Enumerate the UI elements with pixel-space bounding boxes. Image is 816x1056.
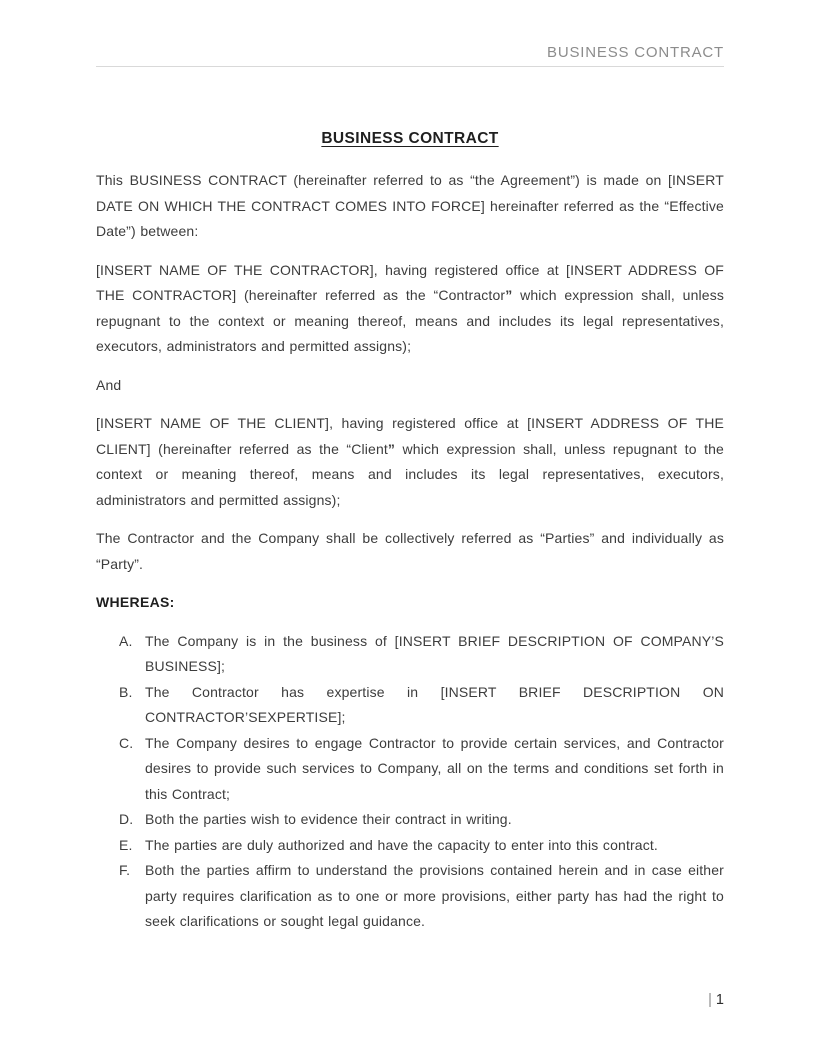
recitals-list <box>96 629 724 935</box>
paragraph-contractor <box>96 258 724 360</box>
recital-item-e: The parties are duly authorized and have the capacity to enter into this contract. <box>145 836 658 853</box>
whereas-heading: WHEREAS: <box>96 594 175 610</box>
footer-page-number: 1 <box>715 992 724 1008</box>
document-title <box>96 130 724 148</box>
recital-item-d: Both the parties wish to evidence their contract in writing. <box>145 811 512 827</box>
page-header <box>96 0 724 67</box>
document-title-text: BUSINESS CONTRACT <box>321 130 499 147</box>
header-title: BUSINESS CONTRACT <box>547 44 724 61</box>
recital-item-b: The Contractor has expertise in [INSERT BRIEF DESCRIPTION ON CONTRACTOR’SEXPERTISE]; <box>145 683 724 725</box>
paragraph-client <box>96 411 724 513</box>
paragraph-intro: This BUSINESS CONTRACT (hereinafter referred to as “the Agreement”) is made on [INSERT DATE ON WHICH THE CONTRACT COMES INTO FORCE] hereinafter referred as the “Effective Date”) between: <box>96 172 724 239</box>
client-bold-quote: ” <box>387 440 396 457</box>
contractor-bold-quote: ” <box>505 287 513 303</box>
recital-item-f: Both the parties affirm to understand the provisions contained herein and in case either party requires clarification as to one or more provisions, either party has had the right to seek clarifications or sought legal guidance. <box>145 862 724 929</box>
client-text-pre: [INSERT NAME OF THE CLIENT], having registered office at [INSERT ADDRESS OF THE CLIENT] (hereinafter referred as the “Client <box>96 415 724 457</box>
page-footer <box>708 988 724 1012</box>
contractor-text-pre: [INSERT NAME OF THE CONTRACTOR], having registered office at [INSERT ADDRESS OF THE CONTRACTOR] (hereinafter referred as the “Contractor <box>96 261 724 303</box>
paragraph-parties: The Contractor and the Company shall be collectively referred as “Parties” and individually as “Party”. <box>96 530 724 572</box>
recital-item-c: The Company desires to engage Contractor to provide certain services, and Contractor desires to provide such services to Company, all on the terms and conditions set forth in this Contract; <box>145 734 724 802</box>
footer-separator: | <box>708 992 712 1008</box>
document-body <box>96 130 724 935</box>
contractor-text-post: which expression shall, unless repugnant to the context or meaning thereof, means and includes its legal representatives, executors, administrators and permitted assigns); <box>96 287 724 354</box>
recital-item-a: The Company is in the business of [INSERT BRIEF DESCRIPTION OF COMPANY’S BUSINESS]; <box>145 632 724 674</box>
client-text-post: which expression shall, unless repugnant to the context or meaning thereof, means and includes its legal representatives, executors, administrators and permitted assigns); <box>96 440 724 508</box>
paragraph-and-connector: And <box>96 376 122 393</box>
